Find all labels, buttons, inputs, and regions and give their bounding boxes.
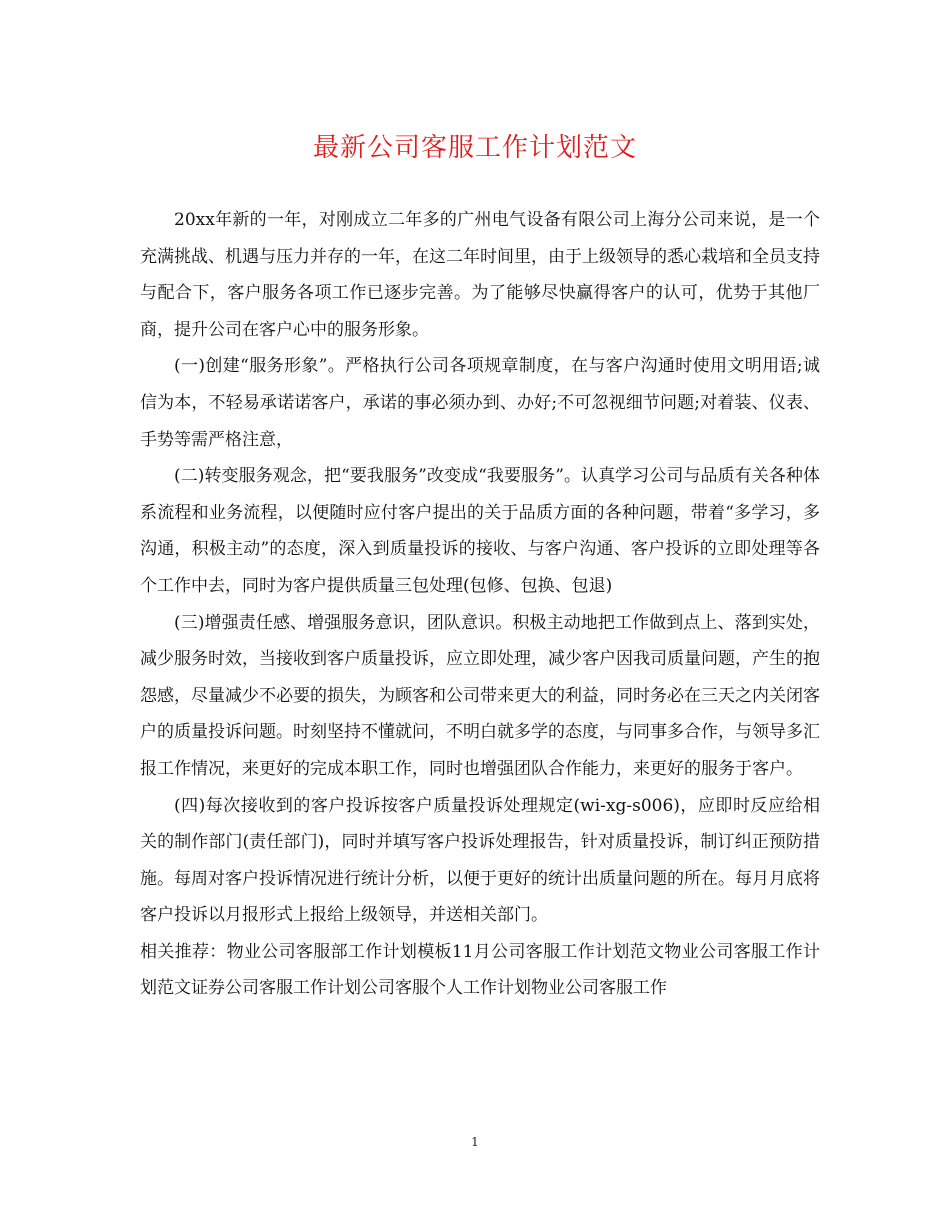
document-title: 最新公司客服工作计划范文 — [312, 133, 637, 163]
document-body — [140, 202, 820, 1007]
paragraph-complaint-handling: (四)每次接收到的客户投诉按客户质量投诉处理规定(wi-xg-s006)，应即时反应给相关的制作部门(责任部门)，同时并填写客户投诉处理报告，针对质量投诉，制订纠正预防措施。每周对客户投诉情况进行统计分析，以便于更好的统计出质量问题的所在。每月月底将客户投诉以月报形式上报给上级领导，并送相关部门。 — [140, 795, 820, 926]
paragraph-service-attitude: (二)转变服务观念，把“要我服务”改变成“我要服务”。认真学习公司与品质有关各种体系流程和业务流程，以便随时应付客户提出的关于品质方面的各种问题，带着“多学习，多沟通，积极主动”的态度，深入到质量投诉的接收、与客户沟通、客户投诉的立即处理等各个工作中去，同时为客户提供质量三包处理(包修、包换、包退) — [140, 466, 820, 596]
related-recommendations: 相关推荐：物业公司客服部工作计划模板11月公司客服工作计划范文物业公司客服工作计划范文证券公司客服工作计划公司客服个人工作计划物业公司客服工作 — [140, 941, 820, 999]
paragraph-responsibility: (三)增强责任感、增强服务意识，团队意识。积极主动地把工作做到点上、落到实处，减少服务时效，当接收到客户质量投诉，应立即处理，减少客户因我司质量问题，产生的抱怨感，尽量减少不必要的损失，为顾客和公司带来更大的利益，同时务必在三天之内关闭客户的质量投诉问题。时刻坚持不懂就问，不明白就多学的态度，与同事多合作，与领导多汇报工作情况，来更好的完成本职工作，同时也增强团队合作能力，来更好的服务于客户。 — [140, 612, 820, 779]
paragraph-service-image: (一)创建“服务形象”。严格执行公司各项规章制度，在与客户沟通时使用文明用语;诚信为本，不轻易承诺诺客户，承诺的事必须办到、办好;不可忽视细节问题;对着装、仪表、手势等需严格注意， — [140, 356, 820, 450]
page-number: 1 — [471, 1135, 479, 1149]
paragraph-intro: 20xx年新的一年，对刚成立二年多的广州电气设备有限公司上海分公司来说，是一个充满挑战、机遇与压力并存的一年，在这二年时间里，由于上级领导的悉心栽培和全员支持与配合下，客户服务各项工作已逐步完善。为了能够尽快赢得客户的认可，优势于其他厂商，提升公司在客户心中的服务形象。 — [140, 210, 820, 340]
